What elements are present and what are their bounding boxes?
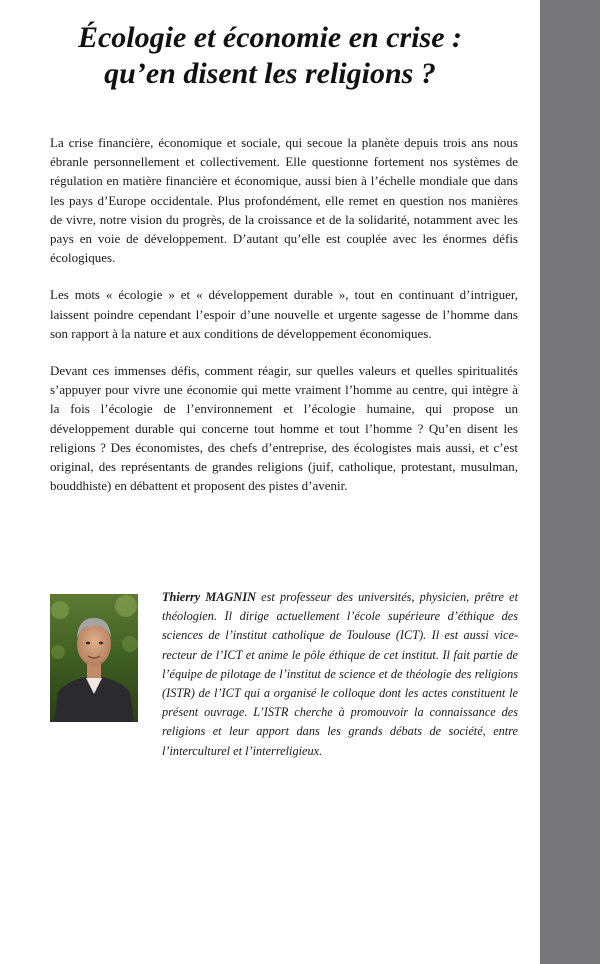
book-title-line-2: qu’en disent les religions ? — [104, 57, 436, 90]
book-title-line-1: Écologie et économie en crise : — [77, 21, 463, 54]
author-bio — [162, 588, 518, 761]
blurb-paragraph-2: Les mots « écologie » et « développement durable », tout en continuant d’intriguer, laissent poindre cependant l’espoir d’une nouvelle et urgente sagesse de l’homme dans son rapport à la nature et aux conditions de développement économiques. — [50, 287, 518, 341]
blurb-paragraph-3: Devant ces immenses défis, comment réagir, sur quelles valeurs et quelles spiritualités s’appuyer pour vivre une économie qui mette vraiment l’homme au centre, qui intègre à la fois l’écologie de l’environnement et l’écologie humaine, qui propose un développement durable qui concerne tout homme et tout l’homme ? Qu’en disent les religions ? Des économistes, des chefs d’entreprise, des écologistes mais aussi, et c’est original, des représentants de grandes religions (juif, catholique, protestant, musulman, bouddhiste) en débattent et proposent des pistes d’avenir. — [50, 363, 518, 494]
blurb — [50, 133, 518, 513]
author-photo — [50, 594, 138, 722]
book-title — [30, 20, 510, 92]
blurb-paragraph-1: La crise financière, économique et sociale, qui secoue la planète depuis trois ans nous ébranle personnellement et collectivement. Elle questionne fortement nos systèmes de régulation en matière financière et économique, aussi bien à l’échelle mondiale que dans les pays d’Europe occidentale. Plus profondément, elle remet en question nos manières de vivre, notre vision du progrès, de la croissance et de la solidarité, notamment avec les pays en voie de développement. D’autant qu’elle est couplée avec les énormes défis écologiques. — [50, 135, 518, 266]
book-spine — [540, 0, 600, 964]
author-bio-text: est professeur des universités, physicien, prêtre et théologien. Il dirige actuellement l’école supérieure d’éthique des sciences de l’institut catholique de Toulouse (ICT). Il est aussi vice-recteur de l’ICT et anime le pôle éthique de cet institut. Il fait partie de l’équipe de pilotage de l’institut de science et de théologie des religions (ISTR) de l’ICT qui a organisé le colloque dont les actes constituent le présent ouvrage. L’ISTR cherche à promouvoir la connaissance des religions et leur apport dans les grands débats de société, entre l’interculturel et l’interreligieux. — [162, 590, 518, 758]
author-name: Thierry MAGNIN — [162, 590, 256, 604]
